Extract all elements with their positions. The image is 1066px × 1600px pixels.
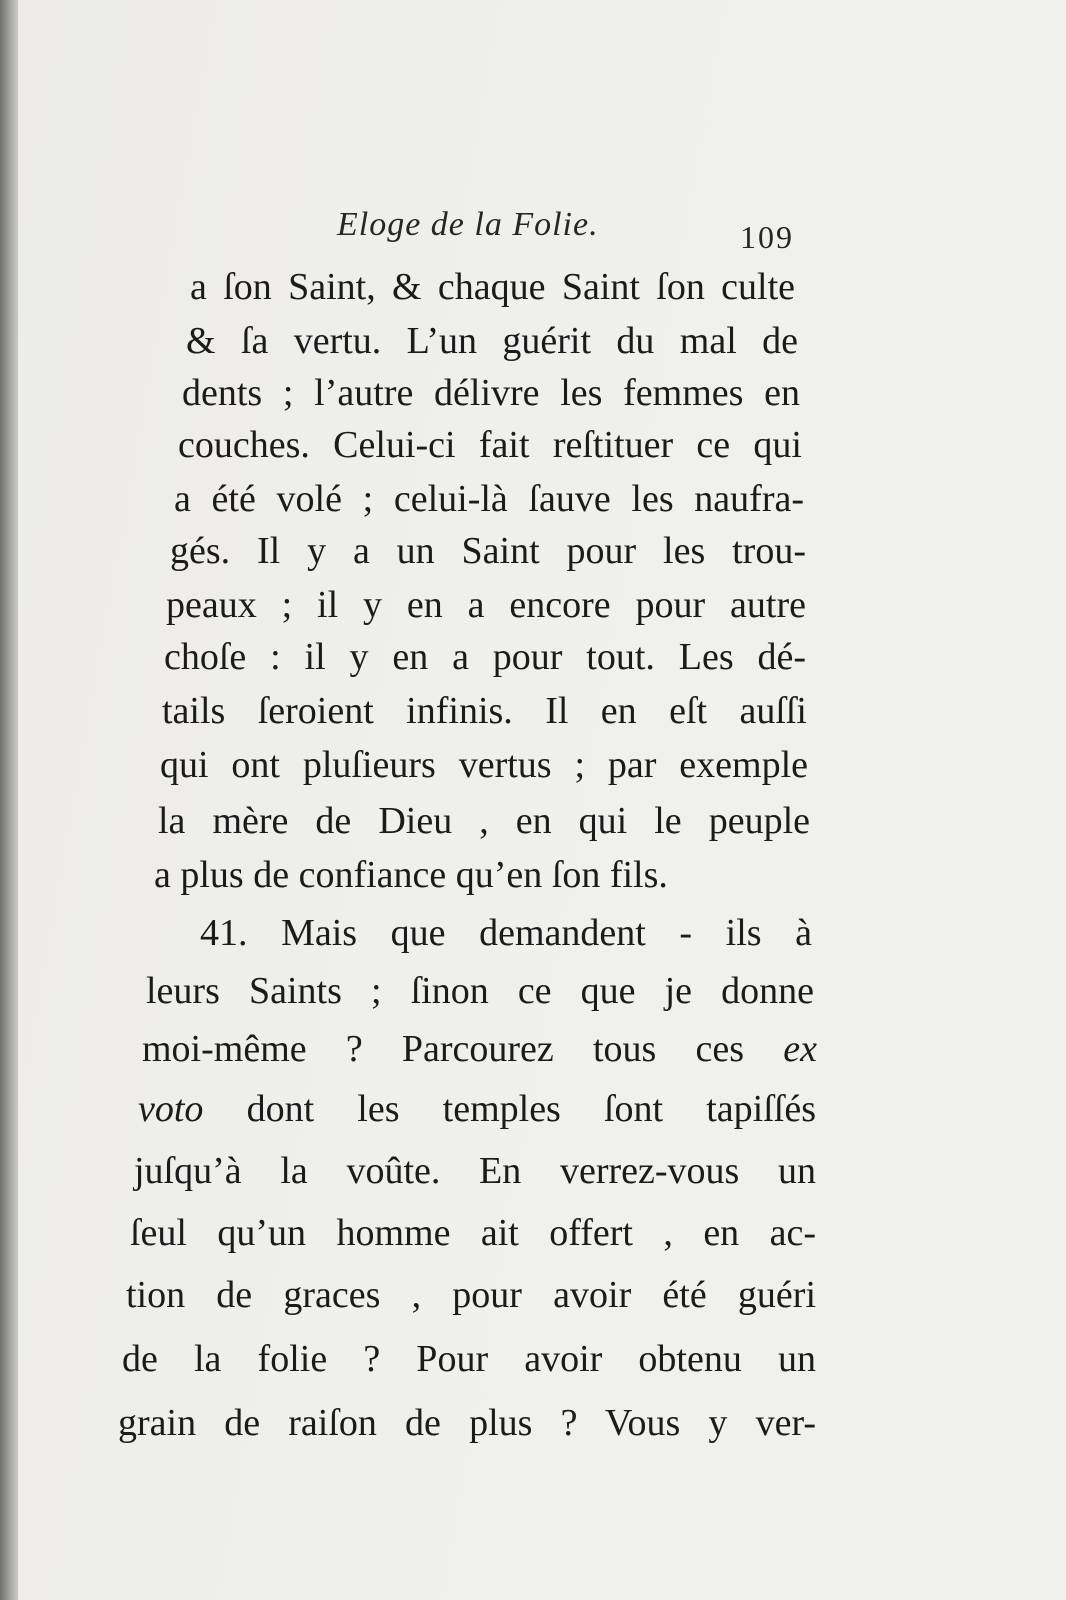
text-line-15-roman: moi-même ? Parcourez tous ces: [142, 1028, 745, 1070]
text-line-5: a été volé ; celui-là ſauve les naufra-: [174, 478, 804, 520]
text-line-13: 41. Mais que demandent - ils à: [200, 912, 812, 954]
text-line-16: [138, 1090, 816, 1128]
text-line-2: & ſa vertu. L’un guérit du mal de: [186, 320, 798, 362]
text-line-16-italic: voto: [138, 1088, 204, 1130]
text-line-15: [142, 1030, 817, 1068]
text-line-4: couches. Celui-ci fait reſtituer ce qui: [178, 424, 802, 466]
text-line-8: choſe : il y en a pour tout. Les dé-: [164, 636, 806, 678]
text-line-19: tion de graces , pour avoir été guéri: [126, 1274, 816, 1316]
text-line-12: a plus de confiance qu’en ſon fils.: [154, 854, 668, 896]
text-line-3: dents ; l’autre délivre les femmes en: [182, 372, 800, 414]
text-line-11: la mère de Dieu , en qui le peuple: [158, 800, 810, 842]
text-line-18: ſeul qu’un homme ait offert , en ac-: [130, 1212, 816, 1254]
book-spine-edge: [0, 0, 18, 1600]
text-line-21: grain de raiſon de plus ? Vous y ver-: [118, 1402, 816, 1444]
page-number: 109: [740, 219, 794, 255]
text-line-16-roman: dont les temples ſont tapiſſés: [246, 1088, 816, 1130]
text-line-15-italic: ex: [783, 1028, 817, 1070]
text-line-6: gés. Il y a un Saint pour les trou-: [170, 530, 806, 572]
text-line-9: tails ſeroient infinis. Il en eſt auſſi: [162, 690, 807, 732]
text-line-17: juſqu’à la voûte. En verrez-vous un: [134, 1150, 816, 1192]
text-line-14: leurs Saints ; ſinon ce que je donne: [146, 970, 814, 1012]
text-line-1: a ſon Saint, & chaque Saint ſon culte: [190, 266, 795, 308]
running-title: Eloge de la Folie.: [337, 206, 599, 243]
text-line-10: qui ont pluſieurs vertus ; par exemple: [160, 744, 808, 786]
text-line-7: peaux ; il y en a encore pour autre: [166, 584, 806, 626]
text-line-20: de la folie ? Pour avoir obtenu un: [122, 1338, 816, 1380]
